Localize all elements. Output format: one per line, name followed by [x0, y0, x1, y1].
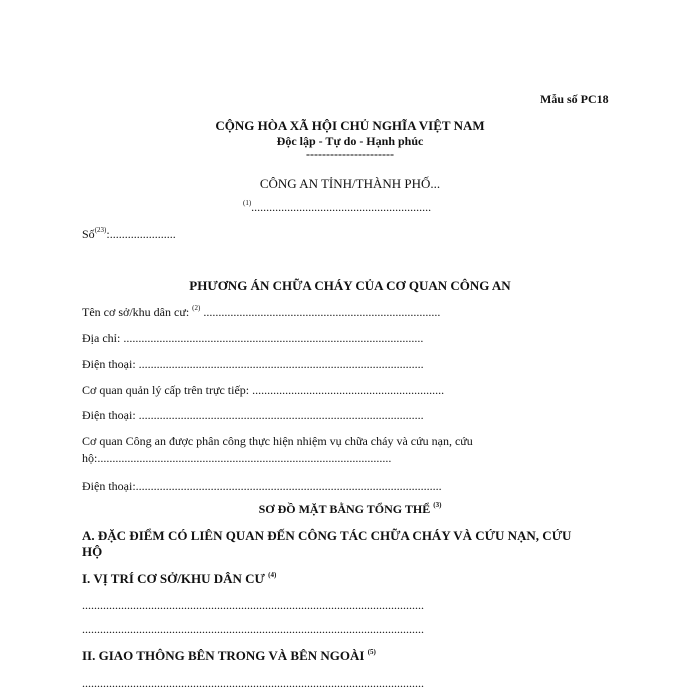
- field-phone-3: [82, 479, 442, 494]
- country-name: CỘNG HÒA XÃ HỘI CHỦ NGHĨA VIỆT NAM: [215, 118, 485, 133]
- footnote-marker: (1): [243, 199, 252, 207]
- section-1-label: I. VỊ TRÍ CƠ SỞ/KHU DÂN CƯ: [82, 571, 265, 586]
- form-code: Mẫu số PC18: [540, 92, 609, 106]
- field-phone-1: [82, 357, 424, 372]
- footnote-marker: (23): [94, 226, 107, 234]
- field-dots: ...............................................................................................: [135, 357, 424, 371]
- footnote-marker: (2): [192, 304, 201, 312]
- footnote-marker: (5): [367, 648, 376, 656]
- field-dots: ......................................................................................................: [135, 479, 442, 493]
- footnote-marker: (4): [268, 571, 277, 579]
- field-police-assigned-line-1: Cơ quan Công an được phân công thực hiện nhiệm vụ chữa cháy và cứu nạn, cứu: [82, 434, 473, 448]
- section-a-heading-line-1: A. ĐẶC ĐIỂM CÓ LIÊN QUAN ĐẾN CÔNG TÁC CHỮA CHÁY VÀ CỨU NẠN, CỨU: [82, 528, 572, 543]
- field-label: Tên cơ sở/khu dân cư:: [82, 305, 190, 319]
- field-label: Địa chỉ:: [82, 331, 121, 345]
- document-number-dots: :......................: [106, 227, 176, 241]
- field-facility-name: [82, 305, 440, 320]
- agency-line-2: [243, 200, 431, 215]
- agency-line-1: CÔNG AN TỈNH/THÀNH PHỐ...: [259, 176, 441, 191]
- field-dots: ....................................................................................................: [120, 331, 424, 345]
- national-motto: Độc lập - Tự do - Hạnh phúc: [276, 134, 424, 148]
- section-1-dots-2: ..................................................................................................................: [82, 622, 424, 636]
- header-separator: ----------------------: [306, 147, 394, 161]
- field-address: [82, 331, 423, 346]
- field-label: Điện thoại:: [82, 357, 136, 371]
- field-dots: ................................................................: [249, 383, 445, 397]
- document-number: [82, 227, 176, 242]
- field-police-assigned-line-2: hộ:..................................................................................................: [82, 451, 392, 465]
- field-phone-2: [82, 408, 424, 423]
- field-label: Cơ quan quản lý cấp trên trực tiếp:: [82, 383, 250, 397]
- site-plan-heading: [0, 502, 700, 517]
- section-1-dots-1: ..................................................................................................................: [82, 598, 424, 612]
- document-number-label: Số: [82, 227, 95, 241]
- field-label: Điện thoại:: [82, 479, 136, 493]
- section-a-heading-line-2: HỘ: [82, 544, 103, 559]
- site-plan-label: SƠ ĐỒ MẶT BẰNG TỔNG THỂ: [258, 502, 431, 516]
- field-managing-agency: [82, 383, 444, 398]
- field-dots: ...............................................................................: [200, 305, 441, 319]
- field-label: Điện thoại:: [82, 408, 136, 422]
- footnote-marker: (3): [433, 501, 442, 509]
- section-2-dots-1: ..................................................................................................................: [82, 676, 424, 690]
- section-1-heading: [82, 571, 276, 587]
- agency-dots: ............................................................: [251, 200, 432, 214]
- field-dots: ...............................................................................................: [135, 408, 424, 422]
- section-2-heading: [82, 648, 376, 664]
- section-2-label: II. GIAO THÔNG BÊN TRONG VÀ BÊN NGOÀI: [82, 648, 365, 663]
- document-title: PHƯƠNG ÁN CHỮA CHÁY CỦA CƠ QUAN CÔNG AN: [189, 278, 511, 293]
